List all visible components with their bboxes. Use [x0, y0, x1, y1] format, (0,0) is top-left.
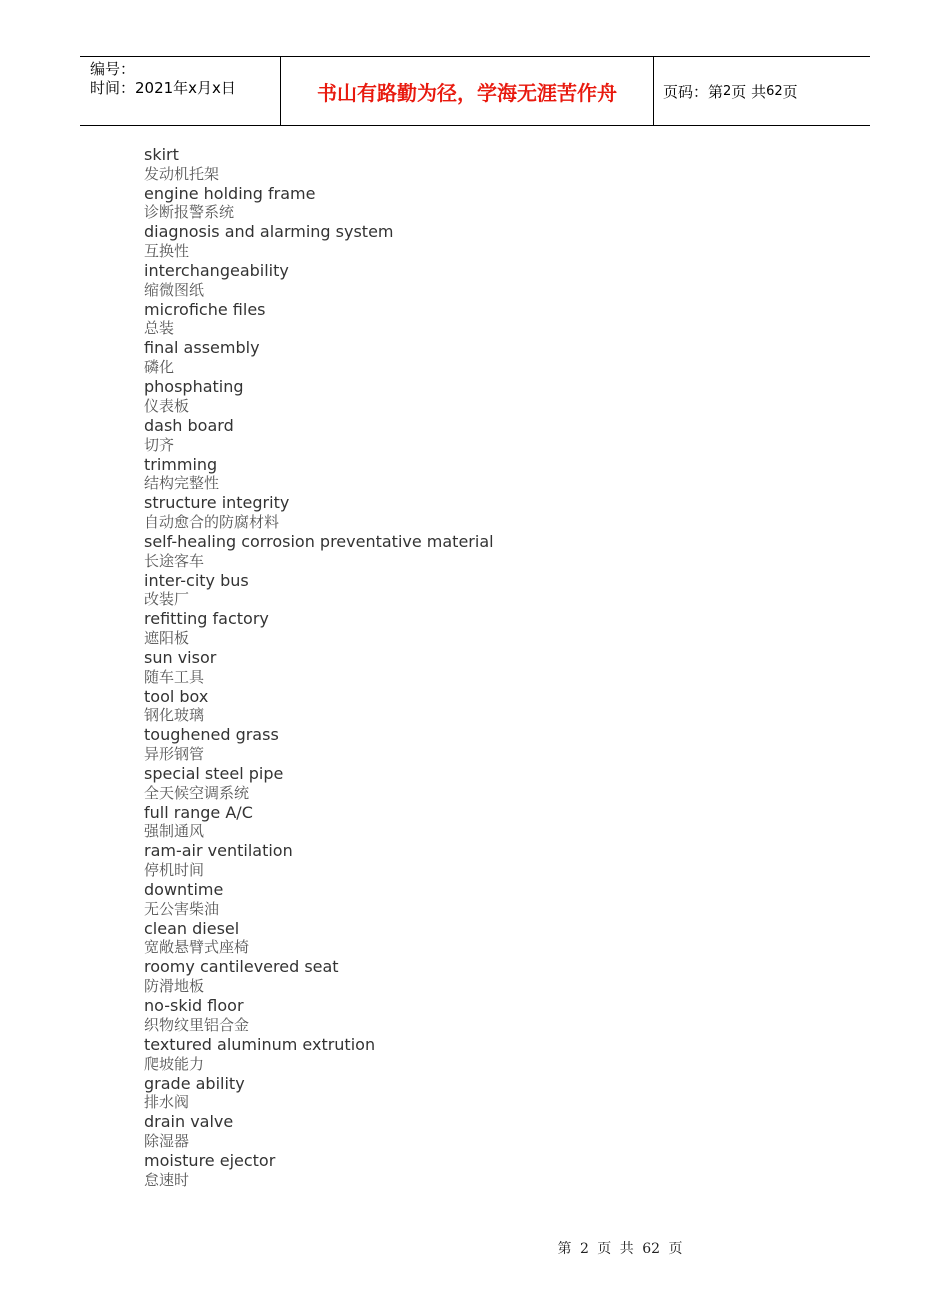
term-english: full range A/C [144, 802, 253, 822]
term-english: roomy cantilevered seat [144, 957, 339, 977]
term-english: downtime [144, 880, 224, 900]
term-chinese: 强制通风 [144, 822, 205, 841]
glossary-entry [144, 900, 844, 939]
document-number-label: 编号： [90, 60, 136, 78]
term-english: special steel pipe [144, 764, 284, 783]
page-total-number: 62 [766, 83, 783, 99]
page-label-suffix: 页 [782, 82, 798, 101]
glossary-entry [144, 1093, 844, 1132]
term-english: drain valve [144, 1112, 234, 1132]
term-english: moisture ejector [144, 1150, 276, 1170]
glossary-entry [144, 745, 844, 784]
document-time-label: 时间：2021年x月x日 [90, 79, 236, 97]
page-footer: 第 2 页 共 62 页 [557, 1241, 683, 1257]
term-chinese: 织物纹里铝合金 [144, 1015, 250, 1034]
term-english: ram-air ventilation [144, 841, 293, 861]
term-chinese: 磷化 [144, 358, 175, 377]
term-chinese: 缩微图纸 [144, 280, 205, 299]
glossary-entry [144, 203, 844, 242]
term-english: dash board [144, 415, 234, 435]
glossary-entry [144, 629, 844, 668]
term-chinese: 除湿器 [144, 1131, 190, 1150]
term-english: trimming [144, 454, 218, 474]
term-english: self-healing corrosion preventative material [144, 531, 494, 551]
header-motto: 书山有路勤为径，学海无涯苦作舟 [281, 57, 654, 125]
glossary-entry [144, 552, 844, 591]
glossary-entry [144, 1016, 844, 1055]
glossary-entry [144, 938, 844, 977]
term-chinese: 自动愈合的防腐材料 [144, 512, 280, 531]
glossary-entry [144, 668, 844, 707]
glossary-entry [144, 706, 844, 745]
term-english: refitting factory [144, 609, 269, 629]
term-chinese: 无公害柴油 [144, 899, 220, 918]
glossary-fragment-top: skirt [144, 145, 179, 164]
term-chinese: 随车工具 [144, 667, 205, 686]
term-chinese: 宽敞悬臂式座椅 [144, 938, 250, 957]
term-chinese: 遮阳板 [144, 628, 190, 647]
term-chinese: 防滑地板 [144, 977, 205, 996]
term-chinese: 全天候空调系统 [144, 783, 250, 802]
glossary-entry [144, 977, 844, 1016]
term-chinese: 停机时间 [144, 861, 205, 880]
glossary-entry [144, 165, 844, 204]
term-english: structure integrity [144, 493, 290, 513]
term-chinese: 钢化玻璃 [144, 706, 205, 725]
header-meta-cell [80, 57, 281, 125]
term-chinese: 总装 [144, 319, 175, 338]
glossary-entry [144, 281, 844, 320]
term-english: interchangeability [144, 261, 289, 281]
glossary-entry [144, 397, 844, 436]
glossary-entry [144, 1055, 844, 1094]
page-header [80, 56, 870, 126]
term-english: inter-city bus [144, 570, 249, 590]
glossary-entry [144, 590, 844, 629]
glossary-fragment-bottom: 怠速时 [144, 1170, 190, 1189]
glossary-entry [144, 513, 844, 552]
term-english: toughened grass [144, 725, 279, 745]
glossary-entry [144, 474, 844, 513]
glossary-entry [144, 358, 844, 397]
glossary-entry [144, 1132, 844, 1171]
page-label-prefix: 页码：第 [663, 82, 724, 101]
term-chinese: 仪表板 [144, 396, 190, 415]
term-chinese: 爬坡能力 [144, 1054, 205, 1073]
glossary-entry [144, 319, 844, 358]
term-english: sun visor [144, 647, 217, 667]
term-english: engine holding frame [144, 183, 316, 203]
term-english: diagnosis and alarming system [144, 222, 394, 242]
term-chinese: 发动机托架 [144, 164, 220, 183]
glossary-entry [144, 242, 844, 281]
term-english: no-skid floor [144, 996, 244, 1016]
glossary-list [144, 145, 844, 1190]
glossary-entry [144, 822, 844, 861]
term-chinese: 排水阀 [144, 1093, 190, 1112]
term-chinese: 异形钢管 [144, 745, 205, 763]
glossary-entry [144, 436, 844, 475]
term-chinese: 诊断报警系统 [144, 203, 235, 222]
term-english: phosphating [144, 377, 244, 397]
glossary-entry [144, 784, 844, 823]
term-chinese: 互换性 [144, 242, 190, 261]
term-english: textured aluminum extrution [144, 1034, 376, 1054]
term-english: clean diesel [144, 918, 240, 938]
term-english: final assembly [144, 338, 260, 358]
header-page-indicator [654, 57, 870, 125]
page-current-number: 2 [723, 83, 732, 99]
term-chinese: 长途客车 [144, 551, 205, 570]
term-english: microfiche files [144, 299, 266, 319]
term-chinese: 切齐 [144, 435, 175, 454]
page-label-middle: 页 共 [731, 82, 767, 101]
term-english: grade ability [144, 1073, 245, 1093]
term-english: tool box [144, 686, 209, 706]
term-chinese: 改装厂 [144, 590, 190, 609]
term-chinese: 结构完整性 [144, 474, 220, 493]
glossary-entry [144, 861, 844, 900]
